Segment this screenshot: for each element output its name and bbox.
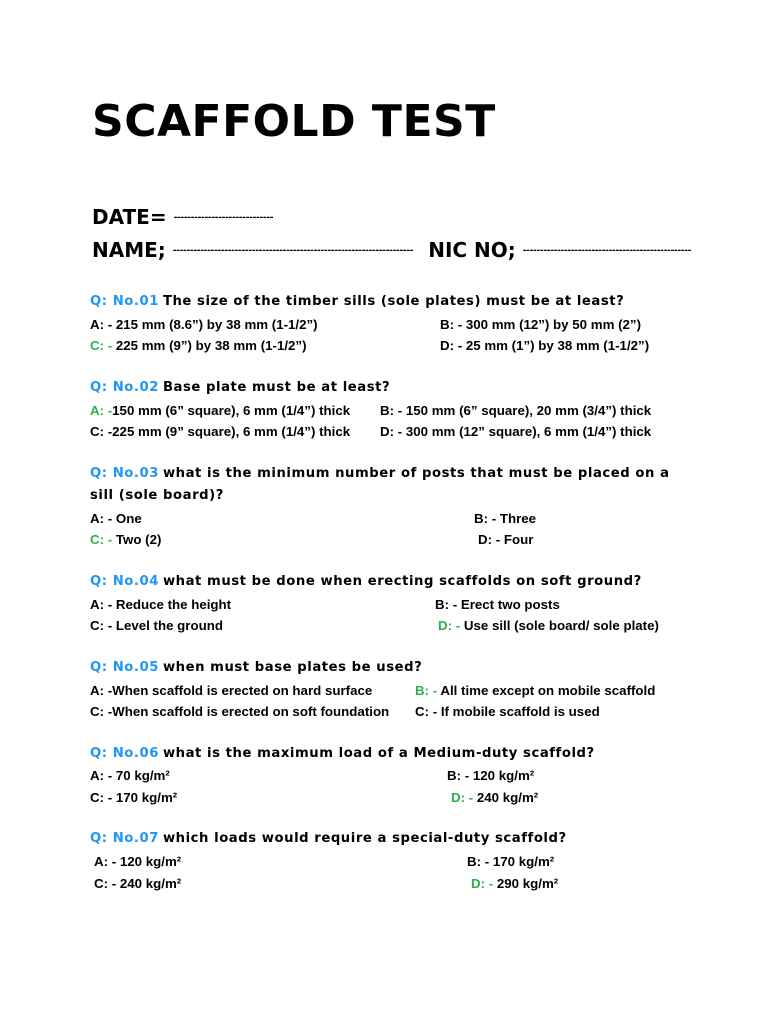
answer-b: B: - 120 kg/m² [447,768,535,783]
answer-a: A: - 120 kg/m² [94,854,182,869]
date-field [92,207,273,227]
answer-a: A: - Reduce the height [90,597,232,612]
question-number: Q: No.03 [90,466,159,481]
answer-c: C: - Two (2) [90,532,162,547]
answer-d: D: - 290 kg/m² [471,876,559,891]
date-label: DATE= [92,205,167,229]
answer-a: A: - 70 kg/m² [90,768,170,783]
question-1 [90,291,690,313]
question-text: what must be done when erecting scaffolds on soft ground? [162,574,642,589]
question-number: Q: No.01 [90,294,159,309]
date-blank: ----------------------------- [173,213,274,223]
name-nic-field [92,240,691,260]
question-number: Q: No.06 [90,746,159,761]
answer-d: D: - 300 mm (12” square), 6 mm (1/4”) thick [380,424,652,439]
answer-c: C: - 240 kg/m² [94,876,182,891]
answer-c-second: C: - If mobile scaffold is used [415,704,600,719]
answer-d: D: - 240 kg/m² [451,790,539,805]
answer-a: A: -150 mm (6” square), 6 mm (1/4”) thick [90,403,351,418]
question-6 [90,743,690,765]
answer-b: B: - Three [474,511,537,526]
question-number: Q: No.07 [90,831,159,846]
answer-c: C: -225 mm (9” square), 6 mm (1/4”) thick [90,424,351,439]
question-7 [90,828,690,850]
nic-blank: ------------------------------------------------- [522,246,692,256]
question-text: what is the minimum number of posts that must be placed on a sill (sole board)? [90,466,670,503]
answer-c: C: -When scaffold is erected on soft foundation [90,704,390,719]
question-3 [90,463,690,507]
question-5 [90,657,690,679]
nic-label: NIC NO; [428,238,516,262]
page-title: SCAFFOLD TEST [92,96,496,147]
answer-b: B: - 300 mm (12”) by 50 mm (2”) [440,317,641,332]
question-text: Base plate must be at least? [162,380,391,395]
question-text: what is the maximum load of a Medium-duty scaffold? [162,746,595,761]
question-2 [90,377,690,399]
name-label: NAME; [92,238,166,262]
answer-b: B: - 170 kg/m² [467,854,555,869]
question-4 [90,571,690,593]
question-number: Q: No.05 [90,660,159,675]
question-number: Q: No.04 [90,574,159,589]
question-text: The size of the timber sills (sole plates) must be at least? [162,294,625,309]
answer-d: D: - 25 mm (1”) by 38 mm (1-1/2”) [440,338,650,353]
answer-a: A: - One [90,511,142,526]
answer-a: A: -When scaffold is erected on hard surface [90,683,373,698]
question-number: Q: No.02 [90,380,159,395]
answer-c: C: - 170 kg/m² [90,790,178,805]
name-blank: ---------------------------------------------------------------------- [172,246,414,256]
answer-d: D: - Use sill (sole board/ sole plate) [438,618,659,633]
answer-c: C: - Level the ground [90,618,223,633]
answer-b: B: - 150 mm (6” square), 20 mm (3/4”) thick [380,403,652,418]
answer-b: B: - Erect two posts [435,597,560,612]
question-text: when must base plates be used? [162,660,423,675]
answer-c: C: - 225 mm (9”) by 38 mm (1-1/2”) [90,338,307,353]
question-text: which loads would require a special-duty scaffold? [162,831,567,846]
answer-d: D: - Four [478,532,534,547]
answer-a: A: - 215 mm (8.6”) by 38 mm (1-1/2”) [90,317,318,332]
answer-b: B: - All time except on mobile scaffold [415,683,656,698]
